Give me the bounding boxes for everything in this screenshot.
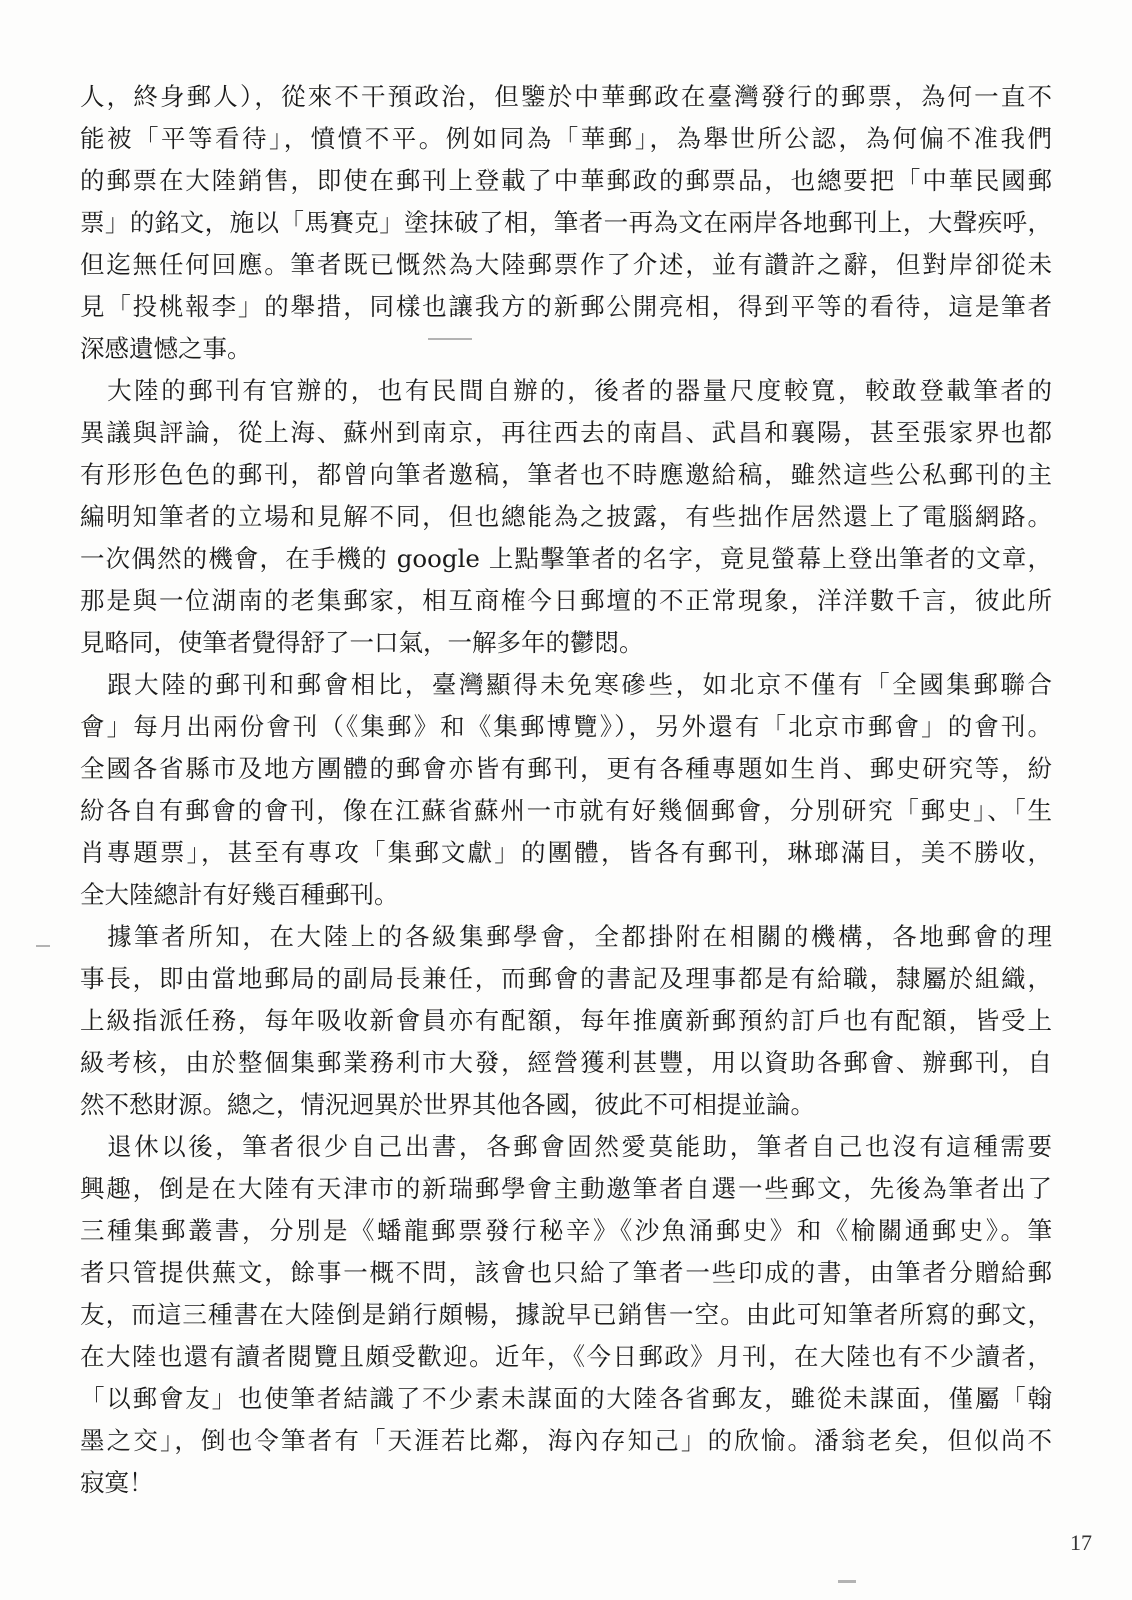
text-line: 深感遺憾之事。 xyxy=(80,334,252,363)
text-line: 全國各省縣市及地方團體的郵會亦皆有郵刊，更有各種專題如生肖、郵史研究等，紛 xyxy=(80,754,1052,783)
text-line: 異議與評論，從上海、蘇州到南京，再往西去的南昌、武昌和襄陽，甚至張家界也都 xyxy=(80,418,1052,447)
text-line: 上級指派任務，每年吸收新會員亦有配額，每年推廣新郵預約訂戶也有配額，皆受上 xyxy=(80,1006,1052,1035)
text-line: 紛各自有郵會的會刊，像在江蘇省蘇州一市就有好幾個郵會，分別研究「郵史」、「生 xyxy=(80,796,1052,825)
text-line: 編明知筆者的立場和見解不同，但也總能為之披露，有些拙作居然還上了電腦網路。 xyxy=(80,502,1052,531)
text-line: 三種集郵叢書，分別是《蟠龍郵票發行秘辛》《沙魚涌郵史》和《榆關通郵史》。筆 xyxy=(80,1216,1052,1245)
text-line: 票」的銘文，施以「馬賽克」塗抹破了相，筆者一再為文在兩岸各地郵刊上，大聲疾呼， xyxy=(80,208,1052,237)
text-line: 一次偶然的機會，在手機的 google 上點擊筆者的名字，竟見螢幕上登出筆者的文章， xyxy=(80,544,1052,573)
text-line: 墨之交」，倒也令筆者有「天涯若比鄰，海內存知己」的欣愉。潘翁老矣，但似尚不 xyxy=(80,1426,1052,1455)
scan-artifact xyxy=(428,338,472,340)
text-line: 有形形色色的郵刊，都曾向筆者邀稿，筆者也不時應邀給稿，雖然這些公私郵刊的主 xyxy=(80,460,1052,489)
text-line: 然不愁財源。總之，情況迥異於世界其他各國，彼此不可相提並論。 xyxy=(80,1090,815,1119)
scan-artifact xyxy=(36,945,50,947)
text-line: 那是與一位湖南的老集郵家，相互商榷今日郵壇的不正常現象，洋洋數千言，彼此所 xyxy=(80,586,1052,615)
text-line: 級考核，由於整個集郵業務利市大發，經營獲利甚豐，用以資助各郵會、辦郵刊，自 xyxy=(80,1048,1052,1077)
text-line: 退休以後，筆者很少自己出書，各郵會固然愛莫能助，筆者自己也沒有這種需要 xyxy=(80,1132,1052,1161)
text-line: 會」每月出兩份會刊（《集郵》和《集郵博覽》），另外還有「北京市郵會」的會刊。 xyxy=(80,712,1052,741)
text-line: 「以郵會友」也使筆者結識了不少素未謀面的大陸各省郵友，雖從未謀面，僅屬「翰 xyxy=(80,1384,1052,1413)
text-line: 事長，即由當地郵局的副局長兼任，而郵會的書記及理事都是有給職，隸屬於組織， xyxy=(80,964,1052,993)
text-line: 見略同，使筆者覺得舒了一口氣，一解多年的鬱悶。 xyxy=(80,628,644,657)
text-line: 興趣，倒是在大陸有天津市的新瑞郵學會主動邀筆者自選一些郵文，先後為筆者出了 xyxy=(80,1174,1052,1203)
text-line: 全大陸總計有好幾百種郵刊。 xyxy=(80,880,399,909)
page-number: 17 xyxy=(1070,1530,1092,1555)
text-line: 寂寞！ xyxy=(80,1468,154,1497)
article-body xyxy=(80,76,1052,1504)
text-line: 在大陸也還有讀者閱覽且頗受歡迎。近年，《今日郵政》月刊，在大陸也有不少讀者， xyxy=(80,1342,1052,1371)
text-line: 的郵票在大陸銷售，即使在郵刊上登載了中華郵政的郵票品，也總要把「中華民國郵 xyxy=(80,166,1052,195)
text-line: 人，終身郵人），從來不干預政治，但鑒於中華郵政在臺灣發行的郵票，為何一直不 xyxy=(80,82,1052,111)
text-line: 者只管提供蕪文，餘事一概不問，該會也只給了筆者一些印成的書，由筆者分贈給郵 xyxy=(80,1258,1052,1287)
text-line: 跟大陸的郵刊和郵會相比，臺灣顯得未免寒磣些，如北京不僅有「全國集郵聯合 xyxy=(80,670,1052,699)
scan-artifact xyxy=(838,1580,856,1583)
text-line: 據筆者所知，在大陸上的各級集郵學會，全都掛附在相關的機構，各地郵會的理 xyxy=(80,922,1052,951)
text-line: 大陸的郵刊有官辦的，也有民間自辦的，後者的器量尺度較寬，較敢登載筆者的 xyxy=(80,376,1052,405)
text-line: 見「投桃報李」的舉措，同樣也讓我方的新郵公開亮相，得到平等的看待，這是筆者 xyxy=(80,292,1052,321)
text-line: 肖專題票」，甚至有專攻「集郵文獻」的團體，皆各有郵刊，琳瑯滿目，美不勝收， xyxy=(80,838,1052,867)
text-line: 但迄無任何回應。筆者既已慨然為大陸郵票作了介述，並有讚許之辭，但對岸卻從未 xyxy=(80,250,1052,279)
text-line: 能被「平等看待」，憤憤不平。例如同為「華郵」，為舉世所公認，為何偏不准我們 xyxy=(80,124,1052,153)
text-line: 友，而這三種書在大陸倒是銷行頗暢，據說早已銷售一空。由此可知筆者所寫的郵文， xyxy=(80,1300,1052,1329)
